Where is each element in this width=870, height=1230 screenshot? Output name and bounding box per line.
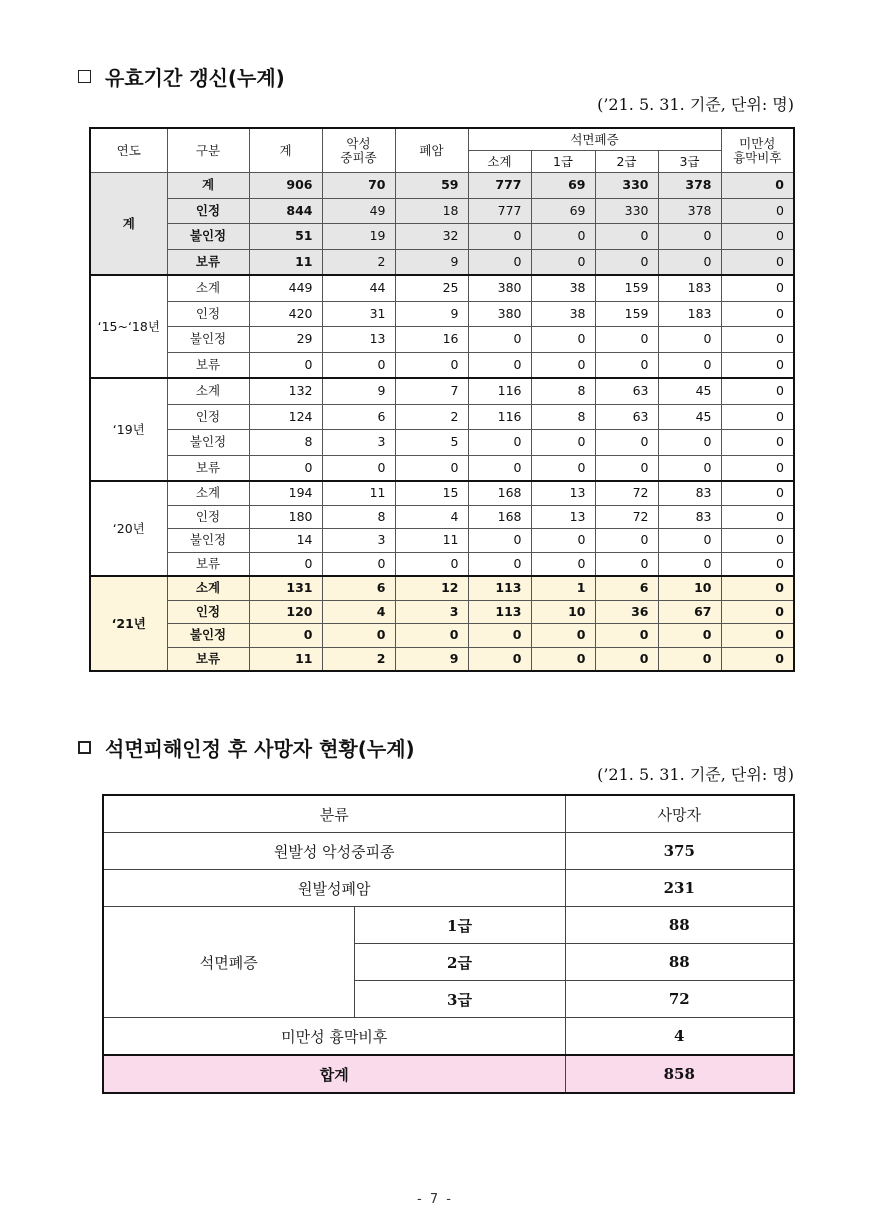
value-cell: 25 <box>395 275 468 301</box>
value-cell: 6 <box>595 576 658 600</box>
value-cell: 5 <box>395 430 468 456</box>
year-cell: ‘15~‘18년 <box>90 275 167 378</box>
value-cell: 9 <box>395 249 468 275</box>
deaths-label: 원발성 악성중피종 <box>103 833 565 870</box>
table-row <box>90 505 794 529</box>
value-cell: 18 <box>395 198 468 224</box>
deaths-row-asbestosis-grade1 <box>103 907 794 944</box>
value-cell: 0 <box>721 600 794 624</box>
header-pleural-line2: 흉막비후 <box>733 149 782 165</box>
table-row <box>90 249 794 275</box>
value-cell: 63 <box>595 378 658 404</box>
value-cell: 777 <box>468 173 531 199</box>
value-cell: 0 <box>595 224 658 250</box>
category-cell: 불인정 <box>167 624 249 648</box>
value-cell: 0 <box>531 430 595 456</box>
deaths-label: 미만성 흉막비후 <box>103 1018 565 1056</box>
value-cell: 13 <box>322 327 395 353</box>
value-cell: 8 <box>322 505 395 529</box>
value-cell: 0 <box>658 430 721 456</box>
value-cell: 0 <box>721 301 794 327</box>
value-cell: 0 <box>595 552 658 576</box>
value-cell: 1 <box>531 576 595 600</box>
value-cell: 11 <box>249 647 322 671</box>
value-cell: 844 <box>249 198 322 224</box>
value-cell: 0 <box>322 552 395 576</box>
table-row <box>90 378 794 404</box>
value-cell: 0 <box>721 249 794 275</box>
value-cell: 330 <box>595 173 658 199</box>
value-cell: 378 <box>658 198 721 224</box>
category-cell: 불인정 <box>167 224 249 250</box>
year-cell: 계 <box>90 173 167 276</box>
value-cell: 10 <box>531 600 595 624</box>
value-cell: 0 <box>721 505 794 529</box>
header-asbestosis: 석면폐증 <box>468 128 721 151</box>
value-cell: 0 <box>468 249 531 275</box>
value-cell: 36 <box>595 600 658 624</box>
value-cell: 132 <box>249 378 322 404</box>
header-mesothelioma-line1: 악성 <box>346 135 371 151</box>
value-cell: 120 <box>249 600 322 624</box>
section1-title-text: 유효기간 갱신(누계) <box>105 66 285 90</box>
value-cell: 70 <box>322 173 395 199</box>
value-cell: 72 <box>595 505 658 529</box>
value-cell: 32 <box>395 224 468 250</box>
value-cell: 49 <box>322 198 395 224</box>
value-cell: 15 <box>395 481 468 505</box>
value-cell: 0 <box>395 455 468 481</box>
value-cell: 0 <box>249 352 322 378</box>
table-row <box>90 275 794 301</box>
table-row <box>90 352 794 378</box>
deaths-header-row <box>103 795 794 833</box>
table-row <box>90 552 794 576</box>
section1-basis: (’21. 5. 31. 기준, 단위: 명) <box>597 95 794 114</box>
value-cell: 159 <box>595 301 658 327</box>
deaths-row-pleural <box>103 1018 794 1056</box>
category-cell: 불인정 <box>167 529 249 553</box>
header-category: 구분 <box>167 128 249 173</box>
deaths-total-value: 858 <box>565 1055 794 1093</box>
value-cell: 0 <box>595 430 658 456</box>
deaths-value: 4 <box>565 1018 794 1056</box>
value-cell: 11 <box>322 481 395 505</box>
category-cell: 보류 <box>167 455 249 481</box>
page-number: - 7 - <box>417 1192 453 1207</box>
value-cell: 0 <box>468 455 531 481</box>
value-cell: 131 <box>249 576 322 600</box>
deaths-label: 원발성폐암 <box>103 870 565 907</box>
header-pleural-line1: 미만성 <box>739 135 776 151</box>
header-total: 계 <box>249 128 322 173</box>
category-cell: 불인정 <box>167 327 249 353</box>
category-cell: 소계 <box>167 275 249 301</box>
value-cell: 44 <box>322 275 395 301</box>
value-cell: 0 <box>322 624 395 648</box>
value-cell: 16 <box>395 327 468 353</box>
year-cell: ‘19년 <box>90 378 167 481</box>
header-grade1: 1급 <box>531 151 595 173</box>
value-cell: 0 <box>721 529 794 553</box>
deaths-value: 231 <box>565 870 794 907</box>
deaths-table <box>102 794 795 1094</box>
value-cell: 0 <box>531 224 595 250</box>
checkbox-square-icon <box>78 70 91 83</box>
category-cell: 보류 <box>167 249 249 275</box>
value-cell: 0 <box>721 198 794 224</box>
deaths-value: 88 <box>565 907 794 944</box>
value-cell: 0 <box>658 327 721 353</box>
value-cell: 0 <box>595 455 658 481</box>
value-cell: 69 <box>531 198 595 224</box>
value-cell: 3 <box>322 430 395 456</box>
checkbox-square-icon <box>78 741 91 754</box>
value-cell: 0 <box>531 352 595 378</box>
table-row <box>90 430 794 456</box>
table-row <box>90 481 794 505</box>
value-cell: 38 <box>531 275 595 301</box>
value-cell: 0 <box>395 624 468 648</box>
value-cell: 0 <box>721 327 794 353</box>
value-cell: 0 <box>721 576 794 600</box>
value-cell: 9 <box>395 647 468 671</box>
value-cell: 180 <box>249 505 322 529</box>
value-cell: 6 <box>322 404 395 430</box>
category-cell: 인정 <box>167 198 249 224</box>
value-cell: 0 <box>249 624 322 648</box>
value-cell: 0 <box>595 352 658 378</box>
header-mesothelioma <box>322 128 395 173</box>
value-cell: 168 <box>468 505 531 529</box>
deaths-grade-label: 2급 <box>354 944 565 981</box>
value-cell: 0 <box>721 352 794 378</box>
table-row <box>90 198 794 224</box>
category-cell: 소계 <box>167 378 249 404</box>
value-cell: 14 <box>249 529 322 553</box>
section2-title <box>78 733 415 762</box>
value-cell: 3 <box>322 529 395 553</box>
value-cell: 0 <box>531 552 595 576</box>
deaths-row-mesothelioma <box>103 833 794 870</box>
value-cell: 0 <box>468 647 531 671</box>
value-cell: 0 <box>658 249 721 275</box>
deaths-value: 72 <box>565 981 794 1018</box>
table-row <box>90 600 794 624</box>
category-cell: 계 <box>167 173 249 199</box>
value-cell: 0 <box>721 430 794 456</box>
year-cell: ‘21년 <box>90 576 167 671</box>
value-cell: 72 <box>595 481 658 505</box>
value-cell: 9 <box>322 378 395 404</box>
category-cell: 소계 <box>167 481 249 505</box>
table-row <box>90 529 794 553</box>
value-cell: 0 <box>531 624 595 648</box>
value-cell: 10 <box>658 576 721 600</box>
value-cell: 45 <box>658 378 721 404</box>
category-cell: 인정 <box>167 404 249 430</box>
value-cell: 31 <box>322 301 395 327</box>
value-cell: 0 <box>531 249 595 275</box>
value-cell: 420 <box>249 301 322 327</box>
value-cell: 124 <box>249 404 322 430</box>
value-cell: 0 <box>595 249 658 275</box>
value-cell: 0 <box>721 647 794 671</box>
value-cell: 0 <box>658 455 721 481</box>
category-cell: 인정 <box>167 600 249 624</box>
value-cell: 29 <box>249 327 322 353</box>
value-cell: 0 <box>721 404 794 430</box>
value-cell: 113 <box>468 576 531 600</box>
value-cell: 19 <box>322 224 395 250</box>
category-cell: 불인정 <box>167 430 249 456</box>
value-cell: 83 <box>658 481 721 505</box>
value-cell: 2 <box>322 647 395 671</box>
value-cell: 4 <box>322 600 395 624</box>
value-cell: 0 <box>721 481 794 505</box>
value-cell: 83 <box>658 505 721 529</box>
value-cell: 116 <box>468 378 531 404</box>
header-year: 연도 <box>90 128 167 173</box>
value-cell: 3 <box>395 600 468 624</box>
value-cell: 0 <box>322 455 395 481</box>
value-cell: 0 <box>531 647 595 671</box>
category-cell: 인정 <box>167 505 249 529</box>
section1-title <box>78 62 285 91</box>
value-cell: 0 <box>721 275 794 301</box>
table-row <box>90 647 794 671</box>
value-cell: 378 <box>658 173 721 199</box>
category-cell: 인정 <box>167 301 249 327</box>
value-cell: 168 <box>468 481 531 505</box>
category-cell: 보류 <box>167 352 249 378</box>
value-cell: 63 <box>595 404 658 430</box>
value-cell: 0 <box>595 647 658 671</box>
value-cell: 0 <box>658 352 721 378</box>
value-cell: 194 <box>249 481 322 505</box>
value-cell: 0 <box>721 173 794 199</box>
value-cell: 38 <box>531 301 595 327</box>
value-cell: 69 <box>531 173 595 199</box>
category-cell: 보류 <box>167 552 249 576</box>
value-cell: 12 <box>395 576 468 600</box>
table-row <box>90 327 794 353</box>
deaths-value: 88 <box>565 944 794 981</box>
value-cell: 0 <box>721 624 794 648</box>
value-cell: 7 <box>395 378 468 404</box>
header-pleural <box>721 128 794 173</box>
value-cell: 449 <box>249 275 322 301</box>
table-row <box>90 624 794 648</box>
year-cell: ‘20년 <box>90 481 167 576</box>
value-cell: 51 <box>249 224 322 250</box>
value-cell: 0 <box>395 352 468 378</box>
value-cell: 380 <box>468 275 531 301</box>
value-cell: 0 <box>468 552 531 576</box>
header-row-1 <box>90 128 794 151</box>
deaths-header-deaths: 사망자 <box>565 795 794 833</box>
table-row <box>90 173 794 199</box>
value-cell: 0 <box>721 378 794 404</box>
value-cell: 4 <box>395 505 468 529</box>
value-cell: 45 <box>658 404 721 430</box>
value-cell: 0 <box>658 647 721 671</box>
value-cell: 0 <box>249 552 322 576</box>
deaths-label-asbestosis: 석면폐증 <box>103 907 354 1018</box>
value-cell: 0 <box>721 552 794 576</box>
header-grade2: 2급 <box>595 151 658 173</box>
deaths-row-total <box>103 1055 794 1093</box>
value-cell: 906 <box>249 173 322 199</box>
value-cell: 0 <box>531 529 595 553</box>
deaths-grade-label: 3급 <box>354 981 565 1018</box>
value-cell: 0 <box>721 224 794 250</box>
value-cell: 2 <box>395 404 468 430</box>
value-cell: 0 <box>658 224 721 250</box>
value-cell: 330 <box>595 198 658 224</box>
value-cell: 113 <box>468 600 531 624</box>
header-mesothelioma-line2: 중피종 <box>340 149 377 165</box>
value-cell: 0 <box>468 430 531 456</box>
renewal-table <box>89 127 795 672</box>
value-cell: 6 <box>322 576 395 600</box>
value-cell: 0 <box>468 224 531 250</box>
value-cell: 0 <box>395 552 468 576</box>
header-subtotal: 소계 <box>468 151 531 173</box>
value-cell: 0 <box>531 327 595 353</box>
deaths-grade-label: 1급 <box>354 907 565 944</box>
value-cell: 8 <box>249 430 322 456</box>
value-cell: 13 <box>531 481 595 505</box>
value-cell: 59 <box>395 173 468 199</box>
header-grade3: 3급 <box>658 151 721 173</box>
header-lung-cancer: 폐암 <box>395 128 468 173</box>
value-cell: 0 <box>595 624 658 648</box>
value-cell: 0 <box>468 529 531 553</box>
value-cell: 0 <box>468 327 531 353</box>
value-cell: 183 <box>658 301 721 327</box>
value-cell: 0 <box>658 552 721 576</box>
value-cell: 11 <box>395 529 468 553</box>
table-row <box>90 224 794 250</box>
value-cell: 0 <box>658 529 721 553</box>
value-cell: 0 <box>595 327 658 353</box>
deaths-header-category: 분류 <box>103 795 565 833</box>
value-cell: 0 <box>531 455 595 481</box>
deaths-row-lung-cancer <box>103 870 794 907</box>
value-cell: 8 <box>531 378 595 404</box>
value-cell: 0 <box>249 455 322 481</box>
section2-basis: (’21. 5. 31. 기준, 단위: 명) <box>597 765 794 784</box>
deaths-value: 375 <box>565 833 794 870</box>
value-cell: 8 <box>531 404 595 430</box>
value-cell: 67 <box>658 600 721 624</box>
value-cell: 777 <box>468 198 531 224</box>
value-cell: 2 <box>322 249 395 275</box>
value-cell: 116 <box>468 404 531 430</box>
value-cell: 0 <box>322 352 395 378</box>
category-cell: 보류 <box>167 647 249 671</box>
value-cell: 11 <box>249 249 322 275</box>
value-cell: 159 <box>595 275 658 301</box>
value-cell: 0 <box>468 624 531 648</box>
table-row <box>90 576 794 600</box>
value-cell: 183 <box>658 275 721 301</box>
value-cell: 0 <box>721 455 794 481</box>
value-cell: 0 <box>658 624 721 648</box>
table-row <box>90 455 794 481</box>
value-cell: 13 <box>531 505 595 529</box>
value-cell: 9 <box>395 301 468 327</box>
value-cell: 0 <box>595 529 658 553</box>
value-cell: 0 <box>468 352 531 378</box>
section2-title-text: 석면피해인정 후 사망자 현황(누계) <box>105 737 415 761</box>
deaths-total-label: 합계 <box>103 1055 565 1093</box>
table-row <box>90 404 794 430</box>
value-cell: 380 <box>468 301 531 327</box>
table-row <box>90 301 794 327</box>
category-cell: 소계 <box>167 576 249 600</box>
